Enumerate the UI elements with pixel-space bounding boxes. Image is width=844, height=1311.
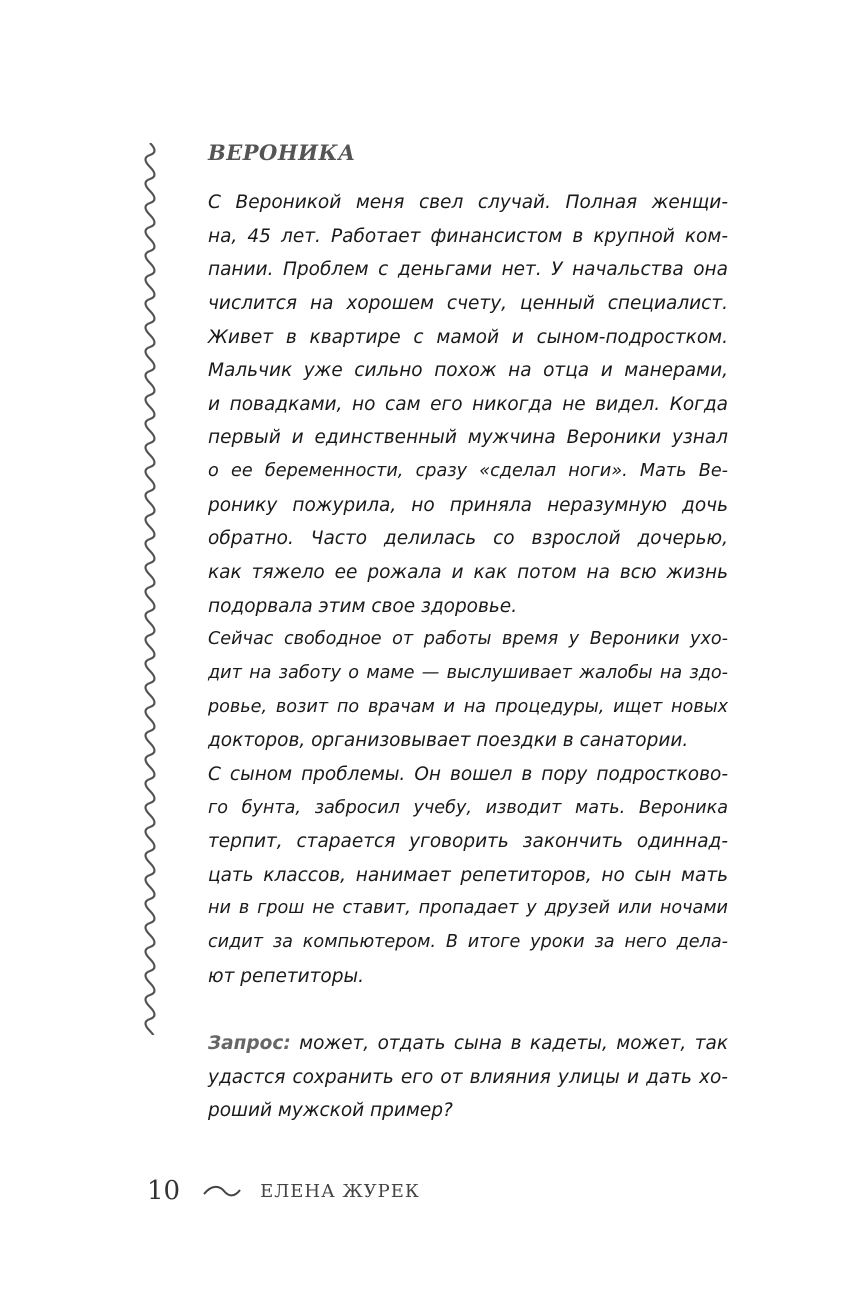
text-line: ронику пожурила, но приняла неразумную дочь: [208, 494, 728, 516]
request-line: роший мужской пример?: [208, 1100, 453, 1122]
text-line: числится на хорошем счету, ценный специалист.: [208, 292, 728, 314]
text-line: Мальчик уже сильно похож на отца и манерами,: [208, 360, 728, 382]
author-name: ЕЛЕНА ЖУРЕК: [260, 1180, 420, 1202]
text-line: докторов, организовывает поездки в санатории.: [208, 730, 689, 752]
request-line: [208, 1027, 728, 1061]
text-line: ни в грош не ставит, пропадает у друзей или ночами: [208, 898, 728, 919]
text-line: первый и единственный мужчина Вероники узнал: [208, 427, 728, 449]
text-line: ют репетиторы.: [208, 965, 364, 987]
text-line: пании. Проблем с деньгами нет. У начальства она: [208, 259, 728, 281]
text-line: дит на заботу о маме — выслушивает жалобы на здо-: [208, 662, 728, 683]
text-line: на, 45 лет. Работает финансистом в крупной ком-: [208, 225, 728, 247]
text-line: терпит, старается уговорить закончить одиннад-: [208, 831, 728, 853]
page-number: 10: [147, 1176, 181, 1206]
text-line: обратно. Часто делилась со взрослой дочерью,: [208, 528, 728, 550]
request-text: может, отдать сына в кадеты, может, так: [299, 1033, 728, 1055]
text-line: Сейчас свободное от работы время у Вероники ухо-: [208, 629, 728, 650]
text-line: Живет в квартире с мамой и сыном-подростком.: [208, 326, 728, 348]
text-line: сидит за компьютером. В итоге уроки за него дела-: [208, 932, 728, 953]
text-line: С Вероникой меня свел случай. Полная женщи-: [208, 192, 728, 213]
section-heading: ВЕРОНИКА: [208, 140, 356, 165]
text-line: ровье, возит по врачам и на процедуры, ищет новых: [208, 696, 728, 717]
request-label: Запрос:: [208, 1033, 291, 1055]
wavy-margin-line: [140, 143, 160, 1035]
text-line: го бунта, забросил учебу, изводит мать. Вероника: [208, 797, 728, 818]
request-line: удастся сохранить его от влияния улицы и дать хо-: [208, 1066, 728, 1088]
text-line: С сыном проблемы. Он вошел в пору подростково-: [208, 763, 728, 785]
text-line: как тяжело ее рожала и как потом на всю жизнь: [208, 562, 728, 584]
text-line: подорвала этим свое здоровье.: [208, 595, 518, 617]
body-text: [208, 186, 728, 1128]
tilde-ornament-icon: [202, 1184, 242, 1198]
text-line: о ее беременности, сразу «сделал ноги». Мать Ве-: [208, 461, 728, 482]
page-footer: [147, 1176, 420, 1206]
text-line: и повадками, но сам его никогда не видел. Когда: [208, 393, 728, 415]
text-line: цать классов, нанимает репетиторов, но сын мать: [208, 864, 728, 886]
